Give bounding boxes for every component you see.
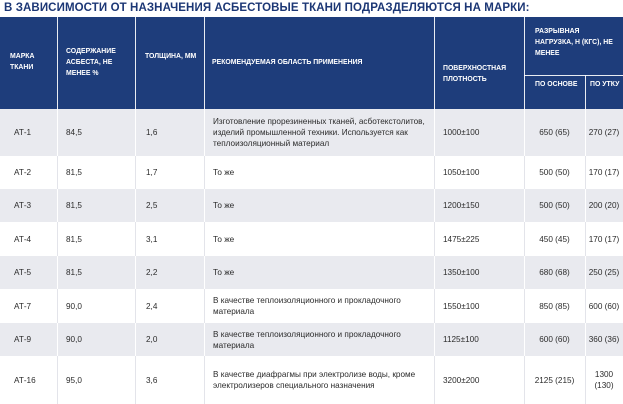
column-divider <box>524 289 525 323</box>
table-header <box>0 17 623 109</box>
cell-brand: АТ-3 <box>14 201 32 210</box>
column-divider <box>135 289 136 323</box>
cell-weft: 1300 (130) <box>594 370 614 390</box>
column-divider <box>204 356 205 404</box>
cell-warp: 850 (85) <box>539 301 570 311</box>
cell-thickness: 3,1 <box>146 234 158 244</box>
cell-density: 1200±150 <box>443 201 480 210</box>
column-divider <box>57 109 58 156</box>
cell-brand: АТ-16 <box>14 375 36 385</box>
column-divider <box>434 323 435 356</box>
header-divider <box>524 75 623 76</box>
column-divider <box>585 109 586 156</box>
table-row <box>0 109 623 156</box>
cell-thickness: 2,2 <box>146 268 158 277</box>
column-divider <box>524 222 525 256</box>
cell-weft: 270 (27) <box>588 128 620 137</box>
column-divider <box>57 356 58 404</box>
cell-warp: 500 (50) <box>539 201 570 210</box>
column-divider <box>585 189 586 222</box>
cell-asbestos: 81,5 <box>66 201 82 210</box>
cell-warp: 2125 (215) <box>534 375 575 385</box>
column-divider <box>434 189 435 222</box>
cell-asbestos: 81,5 <box>66 234 82 244</box>
header-asbestos: СОДЕРЖАНИЕ АСБЕСТА, НЕ МЕНЕЕ % <box>66 48 116 77</box>
header-weft: ПО УТКУ <box>590 81 620 88</box>
table-row <box>0 356 623 404</box>
column-divider <box>204 189 205 222</box>
cell-weft: 250 (25) <box>588 268 620 277</box>
cell-asbestos: 90,0 <box>66 335 82 344</box>
cell-application: То же <box>213 268 235 277</box>
cell-density: 1000±100 <box>443 128 480 137</box>
cell-weft: 170 (17) <box>588 234 620 244</box>
column-divider <box>585 289 586 323</box>
column-divider <box>57 222 58 256</box>
column-divider <box>204 289 205 323</box>
header-thickness: ТОЛЩИНА, ММ <box>145 53 197 60</box>
column-divider <box>434 356 435 404</box>
cell-application: В качестве теплоизоляционного и прокладочного материала <box>213 329 401 350</box>
column-divider <box>524 189 525 222</box>
cell-asbestos: 95,0 <box>66 375 82 385</box>
cell-warp: 680 (68) <box>539 268 570 277</box>
cell-warp: 450 (45) <box>539 234 570 244</box>
header-warp: ПО ОСНОВЕ <box>535 81 578 88</box>
column-divider <box>204 109 205 156</box>
cell-weft: 200 (20) <box>588 201 620 210</box>
column-divider <box>434 289 435 323</box>
cell-warp: 600 (60) <box>539 335 570 344</box>
table-row <box>0 156 623 189</box>
cell-brand: АТ-5 <box>14 268 32 277</box>
column-divider <box>204 323 205 356</box>
cell-thickness: 3,6 <box>146 375 158 385</box>
cell-application: То же <box>213 168 235 177</box>
header-divider <box>204 17 205 109</box>
page-title: В ЗАВИСИМОСТИ ОТ НАЗНАЧЕНИЯ АСБЕСТОВЫЕ ТКАНИ ПОДРАЗДЕЛЯЮТСЯ НА МАРКИ: <box>4 2 530 14</box>
column-divider <box>585 323 586 356</box>
cell-thickness: 2,5 <box>146 201 158 210</box>
column-divider <box>135 356 136 404</box>
cell-brand: АТ-4 <box>14 234 32 244</box>
cell-density: 1350±100 <box>443 268 480 277</box>
cell-thickness: 1,6 <box>146 128 158 137</box>
cell-weft: 360 (36) <box>588 335 620 344</box>
column-divider <box>204 156 205 189</box>
column-divider <box>524 156 525 189</box>
cell-asbestos: 81,5 <box>66 168 82 177</box>
cell-warp: 650 (65) <box>539 128 570 137</box>
cell-density: 1475±225 <box>443 234 480 244</box>
cell-application: В качестве диафрагмы при электролизе воды, кроме электролизеров специального назначения <box>213 370 416 390</box>
cell-weft: 170 (17) <box>588 168 620 177</box>
cell-brand: АТ-2 <box>14 168 32 177</box>
cell-brand: АТ-1 <box>14 128 32 137</box>
column-divider <box>57 189 58 222</box>
cell-asbestos: 81,5 <box>66 268 82 277</box>
column-divider <box>434 156 435 189</box>
cell-thickness: 2,4 <box>146 301 158 311</box>
column-divider <box>524 109 525 156</box>
cell-thickness: 1,7 <box>146 168 158 177</box>
cell-density: 1550±100 <box>443 301 480 311</box>
column-divider <box>57 256 58 289</box>
column-divider <box>434 109 435 156</box>
header-divider <box>524 17 525 109</box>
column-divider <box>135 256 136 289</box>
cell-brand: АТ-7 <box>14 301 32 311</box>
cell-application: То же <box>213 201 235 210</box>
cell-density: 1125±100 <box>443 335 479 344</box>
table-row <box>0 256 623 289</box>
column-divider <box>585 256 586 289</box>
column-divider <box>135 109 136 156</box>
column-divider <box>524 356 525 404</box>
header-divider <box>585 75 586 109</box>
header-divider <box>57 17 58 109</box>
table-row <box>0 323 623 356</box>
table-row <box>0 189 623 222</box>
column-divider <box>524 323 525 356</box>
column-divider <box>434 256 435 289</box>
header-divider <box>135 17 136 109</box>
cell-asbestos: 90,0 <box>66 301 82 311</box>
header-tensile: РАЗРЫВНАЯ НАГРУЗКА, Н (КГС), НЕ МЕНЕЕ <box>535 28 613 57</box>
table-row <box>0 289 623 323</box>
column-divider <box>57 156 58 189</box>
column-divider <box>585 156 586 189</box>
cell-weft: 600 (60) <box>588 301 620 311</box>
column-divider <box>585 356 586 404</box>
column-divider <box>135 156 136 189</box>
cell-application: Изготовление прорезиненных тканей, асботекстолитов, изделий промышленной техники. Используется как теплоизоляционный материал <box>213 117 425 148</box>
column-divider <box>135 222 136 256</box>
column-divider <box>204 256 205 289</box>
cell-application: То же <box>213 234 235 244</box>
column-divider <box>524 256 525 289</box>
column-divider <box>135 189 136 222</box>
header-density: ПОВЕРХНОСТНАЯ ПЛОТНОСТЬ <box>443 65 507 83</box>
column-divider <box>434 222 435 256</box>
column-divider <box>57 323 58 356</box>
cell-application: В качестве теплоизоляционного и прокладочного материала <box>213 296 401 316</box>
cell-density: 1050±100 <box>443 168 480 177</box>
column-divider <box>204 222 205 256</box>
header-application: РЕКОМЕНДУЕМАЯ ОБЛАСТЬ ПРИМЕНЕНИЯ <box>212 59 363 66</box>
column-divider <box>135 323 136 356</box>
header-brand: МАРКА ТКАНИ <box>10 53 35 71</box>
column-divider <box>585 222 586 256</box>
cell-asbestos: 84,5 <box>66 128 82 137</box>
cell-brand: АТ-9 <box>14 335 32 344</box>
table-row <box>0 222 623 256</box>
column-divider <box>57 289 58 323</box>
header-divider <box>434 17 435 109</box>
cell-warp: 500 (50) <box>539 168 570 177</box>
cell-density: 3200±200 <box>443 375 480 385</box>
cell-thickness: 2,0 <box>146 335 158 344</box>
